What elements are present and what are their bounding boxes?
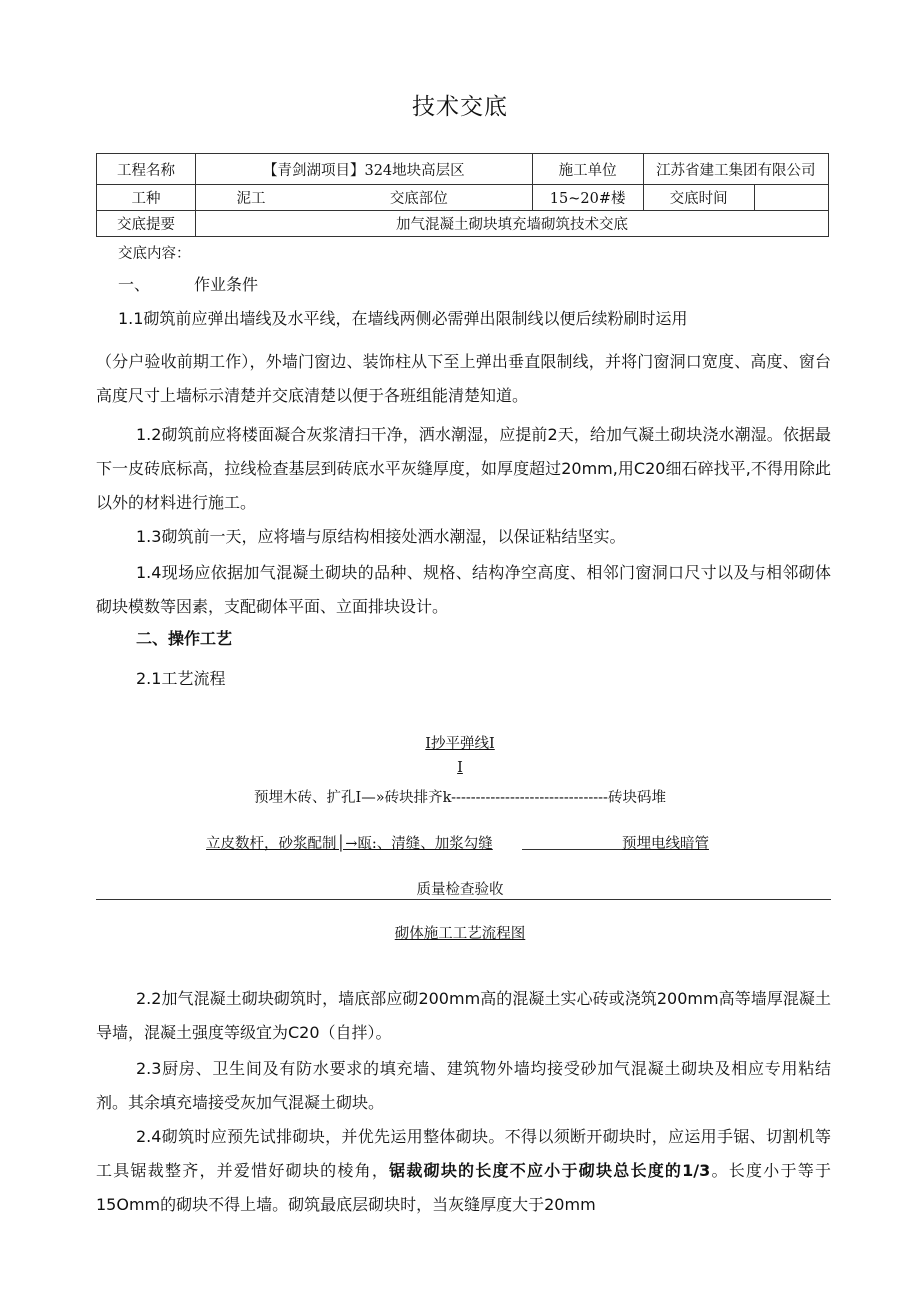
document-title: 技术交底 [412, 94, 508, 120]
flow-step-conduit: 预埋电线暗管 [622, 836, 709, 852]
paragraph-2-4-part-c: 。长度小于等于15Omm的砌块不得上墙。砌筑最底层砌块时，当灰缝厚度大于20mm [96, 1161, 831, 1214]
summary-value: 加气混凝土砌块填充墙砌筑技术交底 [196, 211, 829, 237]
flow-step-laying: 立皮数杆，砂浆配制│→瓯:、清缝、加浆勾缝 [206, 836, 493, 852]
paragraph-1-1-first-line: 1.1砌筑前应弹出墙线及水平线，在墙线两侧必需弹出限制线以便后续粉刷时运用 [118, 309, 688, 328]
flow-step-layout: 预埋木砖、扩孔I—»砖块排齐k--------------------------------砖块码堆 [254, 790, 666, 806]
flow-step-leveling: I抄平弹线I [425, 736, 495, 752]
paragraph-1-1-continued: （分户验收前期工作），外墙门窗边、装饰柱从下至上弹出垂直限制线，并将门窗洞口宽度、高度、窗台高度尺寸上墙标示清楚并交底清楚以便于各班组能清楚知道。 [96, 352, 831, 405]
flow-connector: I [457, 760, 463, 776]
paragraph-2-4 [96, 1120, 831, 1222]
paragraph-2-1: 2.1工艺流程 [136, 669, 226, 688]
paragraph-2-4-emphasis: 锯裁砌块的长度不应小于砌块总长度的1/3 [389, 1161, 711, 1180]
paragraph-2-2: 2.2加气混凝土砌块砌筑时，墙底部应砌200mm高的混凝土实心砖或浇筑200mm高等墙厚混凝土导墙，混凝土强度等级宜为C20（自拌）。 [96, 989, 831, 1042]
flow-divider [96, 899, 831, 900]
flowchart-caption: 砌体施工工艺流程图 [394, 926, 526, 942]
location-label: 交底部位 [306, 185, 532, 211]
time-value [754, 185, 828, 211]
paragraph-2-4-part-a: 2.4砌筑时应预先试排砌块，并优先运用整体砌块。不得以须断开砌块时，应运用手锯、切割机等工具锯裁整齐，并爱惜好砌块的棱角， [96, 1127, 831, 1180]
company-value: 江苏省建工集团有限公司 [643, 154, 828, 185]
section1-num: 一、 [118, 275, 151, 294]
flow-step-inspection: 质量检查验收 [416, 882, 504, 898]
paragraph-1-2: 1.2砌筑前应将楼面凝合灰浆清扫干净，洒水潮湿，应提前2天，给加气凝土砌块浇水潮湿。依据最下一皮砖底标高，拉线检查基层到砖底水平灰缝厚度，如厚度超过20mm,用C20细石碎找平,不得用除此以外的材料进行施工。 [96, 425, 831, 512]
location-value: 15~20#楼 [532, 185, 643, 211]
trade-label: 工种 [97, 185, 196, 211]
paragraph-2-3: 2.3厨房、卫生间及有防水要求的填充墙、建筑物外墙均接受砂加气混凝土砌块及相应专用粘结剂。其余填充墙接受灰加气混凝土砌块。 [96, 1059, 831, 1112]
paragraph-1-3: 1.3砌筑前一天，应将墙与原结构相接处洒水潮湿，以保证粘结坚实。 [136, 527, 626, 546]
flow-underline-gap [522, 849, 622, 850]
content-label: 交底内容： [118, 246, 191, 262]
trade-value: 泥工 [196, 185, 307, 211]
project-label: 工程名称 [97, 154, 196, 185]
company-label: 施工单位 [532, 154, 643, 185]
project-value: 【青剑湖项目】324地块高层区 [196, 154, 533, 185]
summary-label: 交底提要 [97, 211, 196, 237]
section1-title: 作业条件 [194, 275, 259, 294]
paragraph-1-4: 1.4现场应依据加气混凝土砌块的品种、规格、结构净空高度、相邻门窗洞口尺寸以及与相邻砌体砌块模数等因素，支配砌体平面、立面排块设计。 [96, 563, 831, 616]
time-label: 交底时间 [643, 185, 754, 211]
info-table [96, 153, 829, 237]
section2-heading: 二、操作工艺 [136, 629, 233, 648]
